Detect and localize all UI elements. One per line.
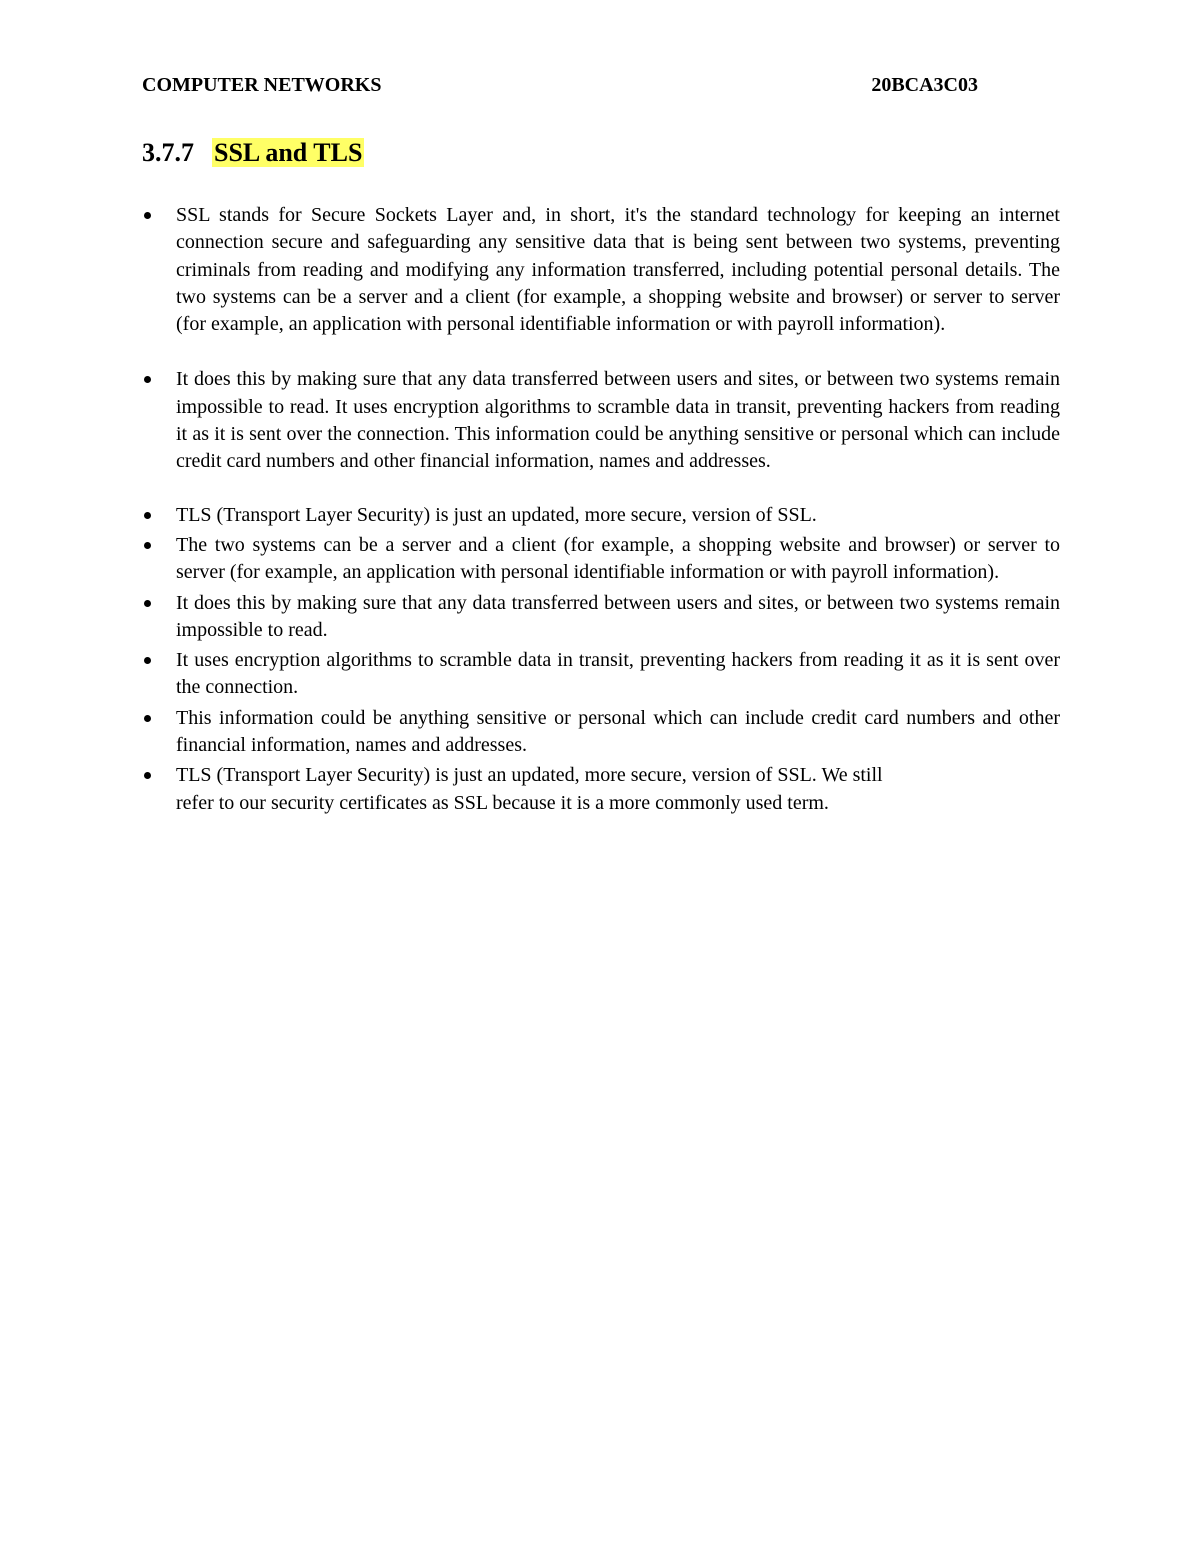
- page-header: [142, 72, 978, 98]
- list-item-text-continued: refer to our security certificates as SSL because it is a more commonly used term.: [176, 791, 829, 814]
- bullet-icon: [144, 715, 151, 722]
- bullet-icon: [144, 772, 151, 779]
- list-item: [142, 647, 1060, 702]
- list-item-text: TLS (Transport Layer Security) is just an updated, more secure, version of SSL. We still: [176, 764, 883, 787]
- course-title: COMPUTER NETWORKS: [142, 74, 382, 96]
- bullet-icon: [144, 542, 151, 549]
- list-item: [142, 590, 1060, 645]
- list-item: [142, 502, 1060, 529]
- list-item-text: It does this by making sure that any data transferred between users and sites, or between two systems remain impossible to read. It uses encryption algorithms to scramble data in transit, preventing hackers from reading it as it is sent over the connection. This information could be anything sensitive or personal which can include credit card numbers and other financial information, names and addresses.: [176, 368, 1060, 473]
- list-item-text: This information could be anything sensitive or personal which can include credit card numbers and other financial information, names and addresses.: [176, 706, 1060, 757]
- list-item: [142, 366, 1060, 475]
- bullet-icon: [144, 657, 151, 664]
- list-item-text: It uses encryption algorithms to scramble data in transit, preventing hackers from reading it as it is sent over the connection.: [176, 649, 1060, 699]
- section-heading: [142, 136, 364, 170]
- bullet-icon: [144, 512, 151, 519]
- bullet-icon: [144, 212, 151, 219]
- list-item-text: SSL stands for Secure Sockets Layer and, in short, it's the standard technology for keeping an internet connection secure and safeguarding any sensitive data that is being sent between two systems, preventing criminals from reading and modifying any information transferred, including potential personal details. The two systems can be a server and a client (for example, a shopping website and browser) or server to server (for example, an application with personal identifiable information or with payroll information).: [176, 204, 1060, 336]
- list-item-text: The two systems can be a server and a client (for example, a shopping website and browser) or server to server (for example, an application with personal identifiable information or with payroll information).: [176, 533, 1060, 584]
- list-item: [142, 202, 1060, 338]
- list-item: [142, 762, 1060, 817]
- list-item-text: TLS (Transport Layer Security) is just an updated, more secure, version of SSL.: [176, 503, 817, 526]
- bullet-icon: [144, 600, 151, 607]
- list-item-text: It does this by making sure that any data transferred between users and sites, or between two systems remain impossible to read.: [176, 591, 1060, 641]
- list-item: [142, 705, 1060, 760]
- list-item: [142, 532, 1060, 587]
- bullet-icon: [144, 376, 151, 383]
- section-number: 3.7.7: [142, 138, 194, 167]
- course-code: 20BCA3C03: [871, 74, 978, 96]
- bullet-list: [142, 202, 1060, 817]
- body-text: [142, 202, 1060, 817]
- section-title: SSL and TLS: [214, 138, 363, 167]
